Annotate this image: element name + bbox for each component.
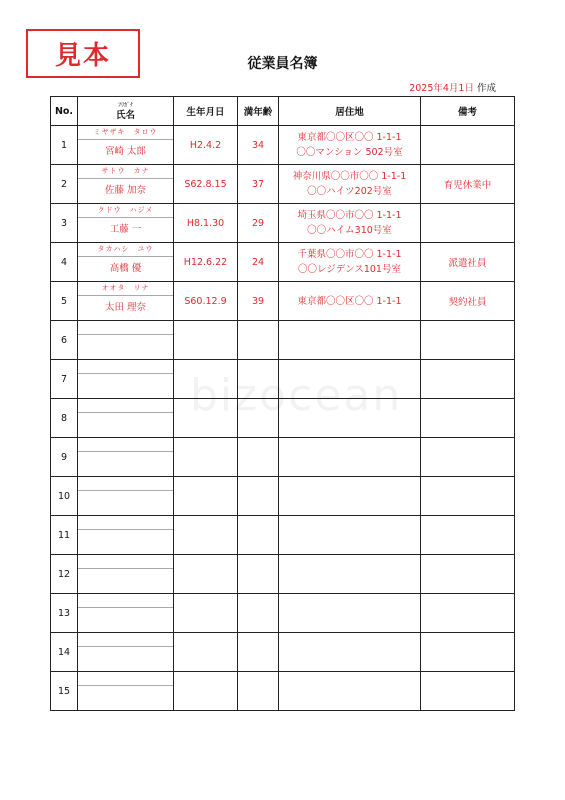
name-cell (78, 204, 174, 243)
row-number: 1 (51, 126, 78, 165)
age: 29 (238, 204, 279, 243)
furigana (78, 672, 173, 686)
employee-name: 佐藤 加奈 (104, 185, 147, 196)
furigana (78, 399, 173, 413)
birth-date (174, 360, 238, 399)
row-number: 9 (51, 438, 78, 477)
date-value: 2025年4月1日 (409, 83, 474, 94)
furigana: タカハシ ユウ (78, 243, 173, 257)
address-cell (279, 633, 421, 672)
age (238, 399, 279, 438)
birth-date: H2.4.2 (174, 126, 238, 165)
row-number: 4 (51, 243, 78, 282)
row-number: 2 (51, 165, 78, 204)
table-row (51, 672, 515, 711)
age (238, 516, 279, 555)
furigana: クドウ ハジメ (78, 204, 173, 218)
birth-date: H12.6.22 (174, 243, 238, 282)
name-cell (78, 477, 174, 516)
name-cell (78, 360, 174, 399)
table-row (51, 165, 515, 204)
sample-stamp: 見本 (26, 29, 140, 78)
age (238, 594, 279, 633)
row-number: 14 (51, 633, 78, 672)
name-cell (78, 165, 174, 204)
table-row (51, 204, 515, 243)
age (238, 555, 279, 594)
name-cell (78, 399, 174, 438)
notes (421, 126, 515, 165)
furigana (78, 438, 173, 452)
notes (421, 516, 515, 555)
address-line-1: 埼玉県〇〇市〇〇 1-1-1 (297, 210, 402, 221)
employee-name (78, 686, 173, 710)
address-line-2: 〇〇レジデンス101号室 (298, 264, 401, 275)
address-cell (279, 126, 421, 165)
header-ruby: ﾌﾘｶﾞﾅ (117, 101, 133, 109)
notes (421, 360, 515, 399)
header-name (78, 97, 174, 126)
birth-date: H8.1.30 (174, 204, 238, 243)
name-cell (78, 126, 174, 165)
row-number: 13 (51, 594, 78, 633)
birth-date (174, 633, 238, 672)
age (238, 672, 279, 711)
employee-name (78, 491, 173, 515)
address-line-2: 〇〇ハイツ202号室 (307, 186, 392, 197)
notes (421, 555, 515, 594)
birth-date (174, 516, 238, 555)
employee-name (78, 647, 173, 671)
employee-name (78, 413, 173, 437)
row-number: 10 (51, 477, 78, 516)
name-cell (78, 672, 174, 711)
employee-name: 太田 理奈 (104, 302, 147, 313)
notes (421, 321, 515, 360)
age: 34 (238, 126, 279, 165)
birth-date (174, 438, 238, 477)
row-number: 6 (51, 321, 78, 360)
table-row (51, 282, 515, 321)
employee-name (78, 569, 173, 593)
employee-name (78, 608, 173, 632)
notes: 育児休業中 (421, 165, 515, 204)
header-birth: 生年月日 (174, 97, 238, 126)
furigana (78, 594, 173, 608)
employee-name (78, 374, 173, 398)
table-row (51, 477, 515, 516)
address-cell (279, 438, 421, 477)
address-cell (279, 399, 421, 438)
table-row (51, 360, 515, 399)
name-cell (78, 594, 174, 633)
age (238, 633, 279, 672)
age (238, 438, 279, 477)
furigana: サトウ カナ (78, 165, 173, 179)
address-line-2: 〇〇マンション 502号室 (296, 147, 403, 158)
table-row (51, 438, 515, 477)
birth-date (174, 321, 238, 360)
name-cell (78, 633, 174, 672)
address-cell (279, 321, 421, 360)
name-cell (78, 243, 174, 282)
table-row (51, 555, 515, 594)
header-no: No. (51, 97, 78, 126)
employee-name: 高橋 優 (109, 263, 142, 274)
age: 37 (238, 165, 279, 204)
furigana (78, 633, 173, 647)
employee-name: 宮崎 太郎 (104, 146, 147, 157)
row-number: 15 (51, 672, 78, 711)
header-address: 居住地 (279, 97, 421, 126)
birth-date (174, 594, 238, 633)
birth-date (174, 399, 238, 438)
notes (421, 672, 515, 711)
notes (421, 399, 515, 438)
page-title: 従業員名簿 (247, 56, 318, 72)
furigana (78, 555, 173, 569)
address-line-1: 神奈川県〇〇市〇〇 1-1-1 (292, 171, 407, 182)
employee-table (50, 96, 515, 711)
age (238, 321, 279, 360)
table-row (51, 399, 515, 438)
row-number: 7 (51, 360, 78, 399)
notes (421, 477, 515, 516)
birth-date (174, 555, 238, 594)
creation-date (409, 80, 496, 94)
table-row (51, 594, 515, 633)
notes (421, 594, 515, 633)
row-number: 11 (51, 516, 78, 555)
header-age: 満年齢 (238, 97, 279, 126)
table-row (51, 516, 515, 555)
table-row (51, 243, 515, 282)
address-cell (279, 555, 421, 594)
birth-date (174, 477, 238, 516)
employee-name (78, 335, 173, 359)
notes (421, 204, 515, 243)
address-cell (279, 594, 421, 633)
address-cell (279, 360, 421, 399)
date-suffix: 作成 (476, 83, 496, 94)
address-line-1: 東京都〇〇区〇〇 1-1-1 (297, 295, 402, 307)
row-number: 5 (51, 282, 78, 321)
address-cell (279, 204, 421, 243)
furigana (78, 321, 173, 335)
row-number: 12 (51, 555, 78, 594)
notes: 契約社員 (421, 282, 515, 321)
employee-name (78, 530, 173, 554)
age: 24 (238, 243, 279, 282)
age (238, 477, 279, 516)
employee-name (78, 452, 173, 476)
address-line-1: 千葉県〇〇市〇〇 1-1-1 (297, 249, 402, 260)
age: 39 (238, 282, 279, 321)
address-cell (279, 282, 421, 321)
birth-date: S60.12.9 (174, 282, 238, 321)
notes: 派遣社員 (421, 243, 515, 282)
address-cell (279, 477, 421, 516)
table-row (51, 321, 515, 360)
notes (421, 438, 515, 477)
furigana: ミヤザキ タロウ (78, 126, 173, 140)
employee-name: 工藤 一 (109, 224, 142, 235)
address-cell (279, 672, 421, 711)
table-row (51, 633, 515, 672)
row-number: 3 (51, 204, 78, 243)
furigana (78, 360, 173, 374)
address-cell (279, 516, 421, 555)
watermark-logo: bizocean (190, 370, 403, 421)
notes (421, 633, 515, 672)
furigana: オオタ リナ (78, 282, 173, 296)
furigana (78, 516, 173, 530)
name-cell (78, 438, 174, 477)
name-cell (78, 516, 174, 555)
address-line-2: 〇〇ハイム310号室 (307, 225, 392, 236)
header-notes: 備考 (421, 97, 515, 126)
age (238, 360, 279, 399)
birth-date: S62.8.15 (174, 165, 238, 204)
header-name-label: 氏名 (115, 109, 135, 121)
header-row (51, 97, 515, 126)
address-cell (279, 243, 421, 282)
furigana (78, 477, 173, 491)
address-cell (279, 165, 421, 204)
birth-date (174, 672, 238, 711)
name-cell (78, 555, 174, 594)
name-cell (78, 321, 174, 360)
row-number: 8 (51, 399, 78, 438)
table-row (51, 126, 515, 165)
address-line-1: 東京都〇〇区〇〇 1-1-1 (297, 132, 402, 143)
name-cell (78, 282, 174, 321)
